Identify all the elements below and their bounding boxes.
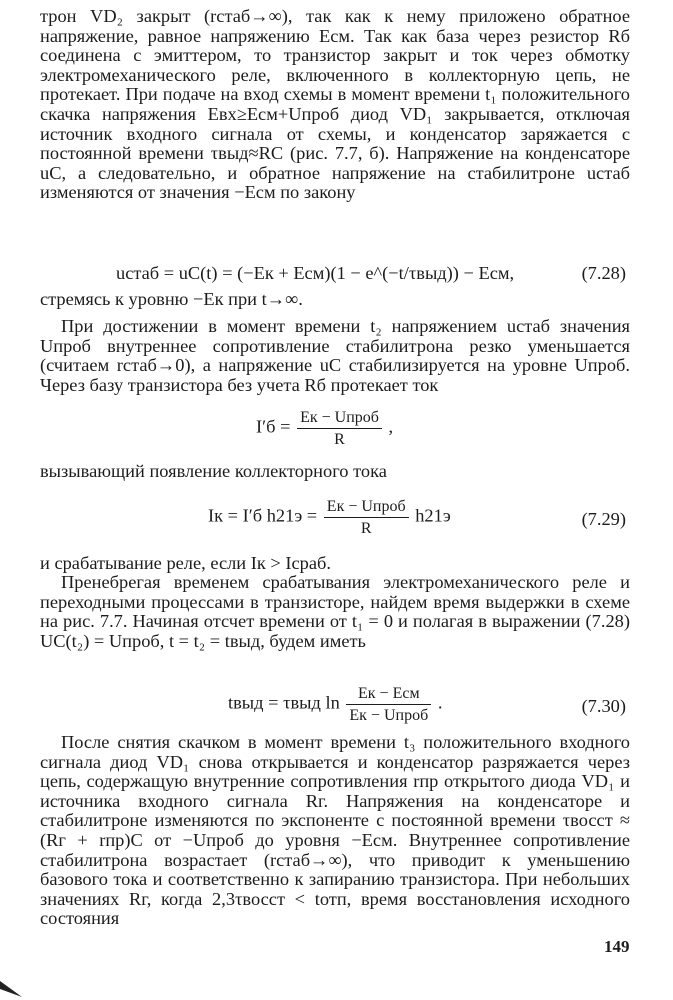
- equation-7-29-numerator: Eк − Uпроб: [324, 497, 409, 518]
- equation-7-29-denominator: R: [360, 520, 372, 537]
- continuation-1: стремясь к уровню −Eк при t→∞.: [40, 289, 303, 309]
- page-number: 149: [604, 937, 630, 956]
- equation-ib-formula: [256, 408, 393, 449]
- equation-7-30-formula: [228, 684, 442, 725]
- equation-ib-tail: ,: [388, 416, 394, 437]
- continuation-3: и срабатывание реле, если Iк > Iсраб.: [40, 553, 331, 573]
- equation-7-30-fraction: [346, 684, 431, 725]
- paragraph-1: трон VD₂ закрыт (rстаб→∞), так как к нему приложено обратное напряжение, равное напряжению Eсм. Так как база через резистор Rб соединена с эмиттером, то транзистор закрыт и ток через обмотку электромеханического реле, включенного в коллекторную цепь, не протекает. При подаче на вход схемы в момент времени t₁ положительного скачка напряжения Eвх≥Eсм+Uпроб диод VD₁ закрывается, отключая источник входного сигнала от схемы, и конденсатор заряжается с постоянной времени τвыд≈RC (рис. 7.7, б). Напряжение на конденсаторе uC, а следовательно, и обратное напряжение на стабилитроне uстаб изменяются от значения −Eсм по закону: [40, 6, 630, 203]
- equation-7-29-number: (7.29): [581, 509, 626, 529]
- equation-7-29: [40, 493, 630, 543]
- equation-7-29-fraction: [324, 497, 409, 538]
- equation-7-30-numerator: Eк − Eсм: [346, 684, 431, 705]
- equation-7-30: [40, 680, 630, 730]
- equation-ib-numerator: Eк − Uпроб: [297, 408, 382, 429]
- equation-ib-fraction: [297, 408, 382, 449]
- equation-ib-denominator: R: [334, 431, 345, 448]
- equation-7-28-formula: uстаб = uC(t) = (−Eк + Eсм)(1 − e^(−t/τвыд)) − Eсм,: [116, 263, 515, 283]
- paragraph-3: Пренебрегая временем срабатывания электромеханического реле и переходными процессами в транзисторе, найдем время выдержки в схеме на рис. 7.7. Начиная отсчет времени от t₁ = 0 и полагая в выражении (7.28) UC(t₂) = Uпроб, t = t₂ = tвыд, будем иметь: [40, 572, 630, 651]
- equation-7-29-lhs: Iк = I′б h21э =: [208, 505, 318, 526]
- scan-edge-mark: [0, 981, 22, 997]
- equation-ib: [40, 404, 630, 454]
- equation-7-29-tail: h21э: [415, 505, 451, 526]
- equation-7-29-formula: [208, 497, 451, 538]
- equation-ib-lhs: I′б =: [256, 416, 291, 437]
- continuation-2: вызывающий появление коллекторного тока: [40, 461, 387, 481]
- equation-7-28-number: (7.28): [581, 263, 626, 283]
- equation-7-30-tail: .: [437, 692, 443, 713]
- paragraph-4: После снятия скачком в момент времени t₃ положительного входного сигнала диод VD₁ снова открывается и конденсатор разряжается через цепь, содержащую внутренние сопротивления rпр открытого диода VD₁ и источника входного сигнала Rг. Напряжения на конденсаторе и стабилитроне изменяются по экспоненте с постоянной времени τвосст ≈ (Rг + rпр)C от −Uпроб до уровня −Eсм. Внутреннее сопротивление стабилитрона возрастает (rстаб→∞), что приводит к уменьшению базового тока и соответственно к запиранию транзистора. При небольших значениях Rг, когда 2,3τвосст < tотп, время восстановления исходного состояния: [40, 732, 630, 929]
- equation-7-30-number: (7.30): [581, 696, 626, 716]
- paragraph-2: При достижении в момент времени t₂ напряжением uстаб значения Uпроб внутреннее сопротивление стабилитрона резко уменьшается (считаем rстаб→0), а напряжение uC стабилизируется на уровне Uпроб. Через базу транзистора без учета Rб протекает ток: [40, 316, 630, 395]
- equation-7-30-denominator: Eк − Uпроб: [349, 707, 429, 724]
- equation-7-30-lhs: tвыд = τвыд ln: [228, 692, 340, 713]
